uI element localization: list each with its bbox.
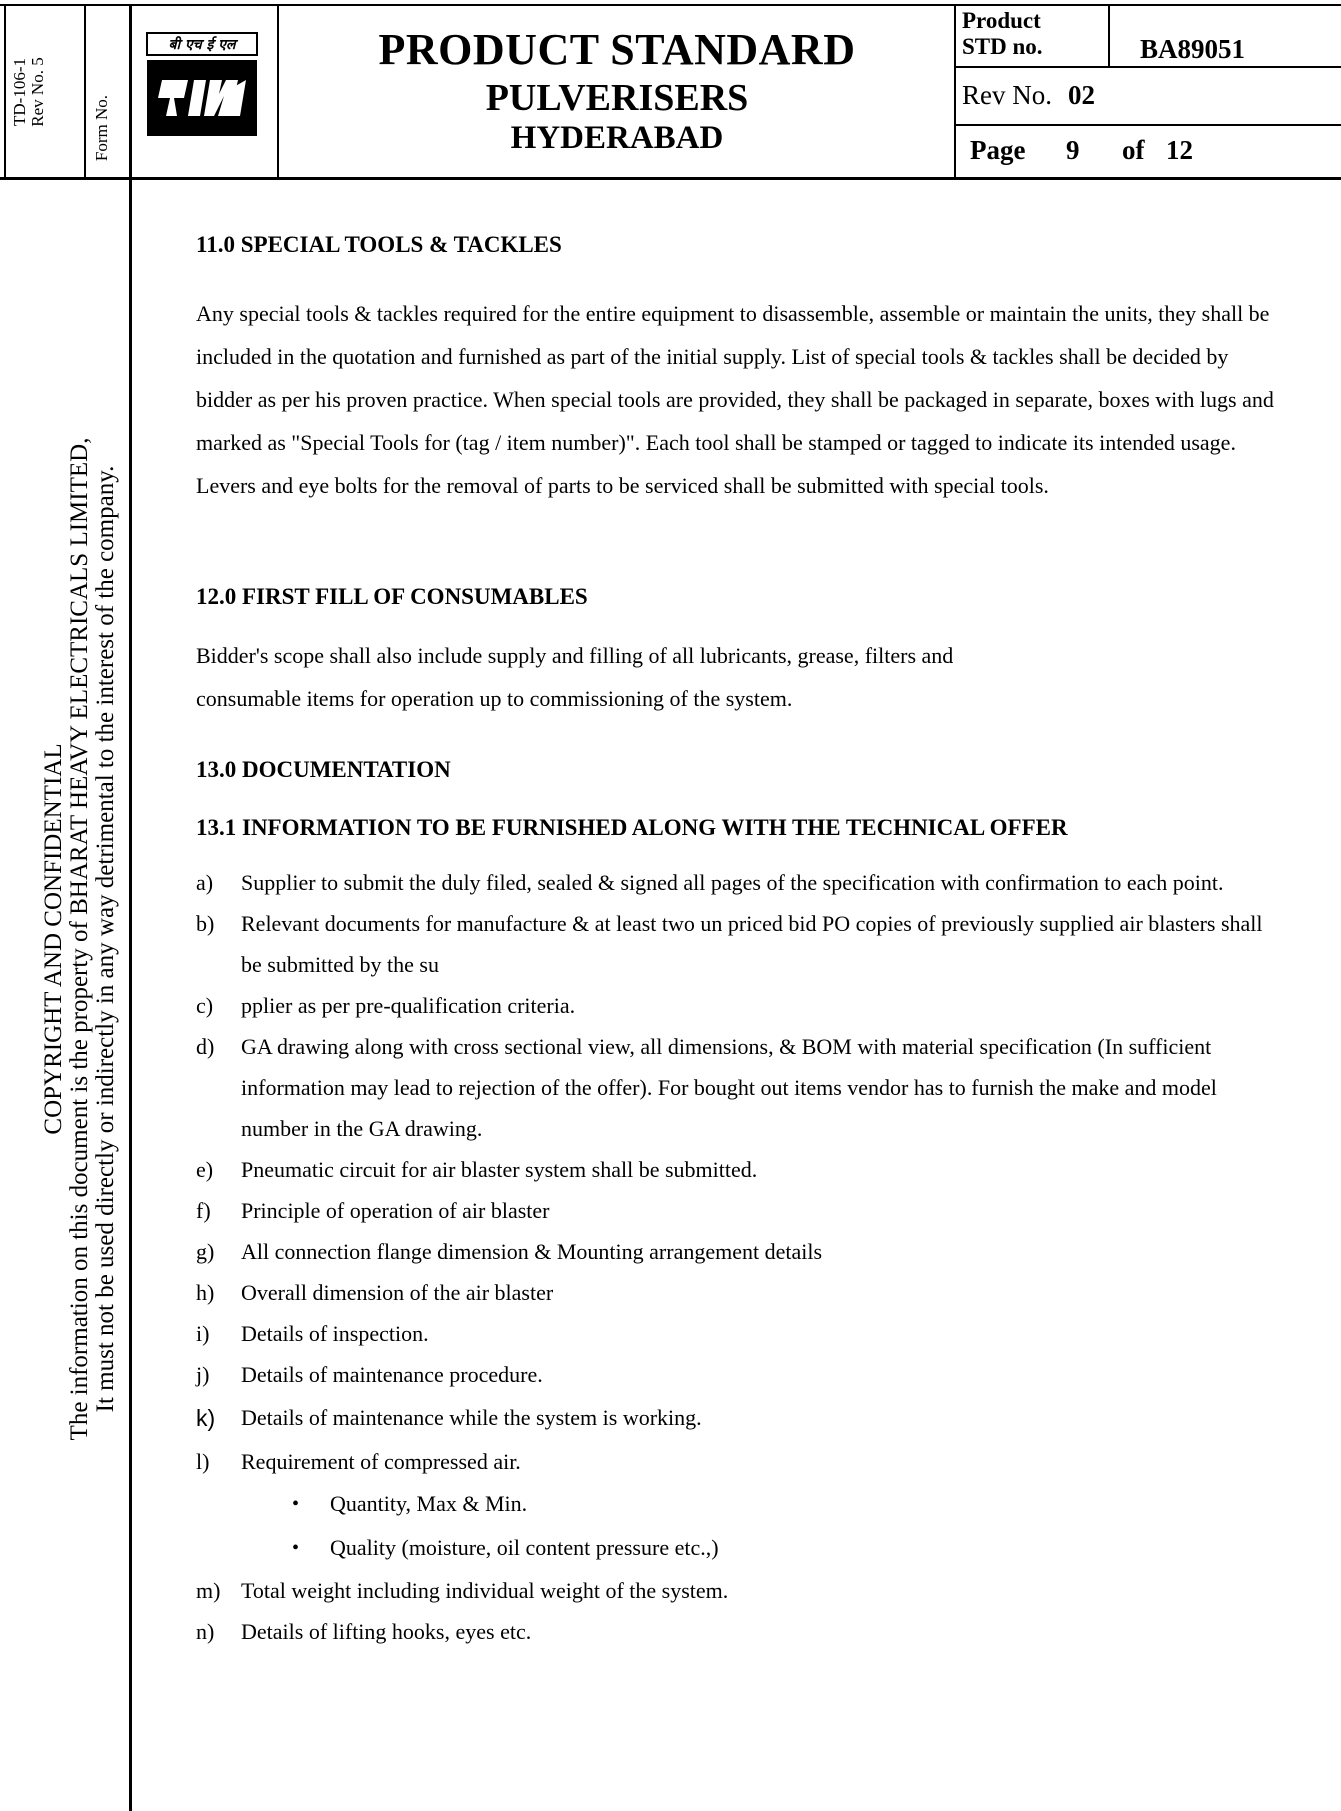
confidentiality-note	[41, 289, 119, 1589]
list-item-text: Requirement of compressed air.	[241, 1449, 521, 1474]
doc-title: PRODUCT STANDARD	[378, 25, 856, 74]
list-item-label: b)	[196, 911, 215, 936]
std-number: BA89051	[1140, 34, 1246, 64]
rev-label: Rev No.	[962, 80, 1052, 110]
std-label-line2: STD no.	[962, 34, 1043, 59]
list-item	[196, 1313, 1276, 1354]
section-12-heading: 12.0 FIRST FILL OF CONSUMABLES	[196, 584, 588, 609]
list-item-text: All connection flange dimension & Mounting arrangement details	[241, 1239, 823, 1264]
section-11-heading: 11.0 SPECIAL TOOLS & TACKLES	[196, 232, 562, 257]
sub-bullet-item	[196, 1482, 1276, 1526]
confidentiality-line2: The information on this document is the property of BHARAT HEAVY ELECTRICALS LIMITED,	[66, 437, 93, 1441]
header-bottom-border	[0, 177, 1341, 180]
list-item-text: Details of lifting hooks, eyes etc.	[241, 1619, 532, 1644]
frame-left-border	[4, 4, 6, 180]
sub-bullet-text: Quantity, Max & Min.	[330, 1491, 528, 1516]
list-item	[196, 1441, 1276, 1482]
page-label: Page	[970, 135, 1026, 165]
std-label	[962, 8, 1043, 60]
list-item-label: d)	[196, 1034, 215, 1059]
header-top-border	[0, 4, 1341, 6]
form-code	[11, 54, 49, 130]
list-item-text: Supplier to submit the duly filed, sealed & signed all pages of the specification with confirmation to each point.	[241, 870, 1224, 895]
list-item-text: Overall dimension of the air blaster	[241, 1280, 554, 1305]
header-row-divider-2	[954, 124, 1341, 126]
list-item-label: n)	[196, 1619, 215, 1644]
list-item	[196, 1149, 1276, 1190]
section-12-line1: Bidder's scope shall also include supply and filling of all lubricants, grease, filters and	[196, 643, 954, 668]
list-item-text: Details of maintenance while the system is working.	[241, 1405, 702, 1430]
list-item-text: Total weight including individual weight of the system.	[241, 1578, 729, 1603]
page-number: 9	[1066, 135, 1080, 165]
confidentiality-line3: It must not be used directly or indirectly in any way detrimental to the interest of the company.	[92, 465, 119, 1413]
list-item	[196, 1570, 1276, 1611]
requirements-list	[196, 862, 1276, 1652]
bullet-icon: •	[292, 1537, 300, 1559]
header-divider-title	[954, 4, 956, 180]
list-item-label: a)	[196, 870, 214, 895]
list-item	[196, 1395, 1276, 1441]
doc-subtitle: PULVERISERS	[485, 77, 749, 119]
list-item-text: Relevant documents for manufacture & at least two un priced bid PO copies of previously supplied air blasters shall be submitted by the su	[241, 911, 1263, 977]
list-item-text: Details of inspection.	[241, 1321, 429, 1346]
page-total: 12	[1166, 135, 1193, 165]
section-12-text	[196, 634, 1276, 720]
list-item-text: Pneumatic circuit for air blaster system shall be submitted.	[241, 1157, 758, 1182]
rev-value: 02	[1068, 80, 1095, 110]
revision	[962, 80, 1095, 111]
doc-location: HYDERABAD	[510, 120, 724, 156]
list-item-label: h)	[196, 1280, 215, 1305]
confidentiality-line1: COPYRIGHT AND CONFIDENTIAL	[40, 743, 67, 1135]
list-item	[196, 1231, 1276, 1272]
section-11-text: Any special tools & tackles required for the entire equipment to disassemble, assemble or maintain the units, they shall be included in the quotation and furnished as part of the initial supply. List of special tools & tackles shall be decided by bidder as per his proven practice. When special tools are provided, they shall be packaged in separate, boxes with lugs and marked as "Special Tools for (tag / item number)". Each tool shall be stamped or tagged to indicate its intended usage. Levers and eye bolts for the removal of parts to be serviced shall be submitted with special tools.	[196, 301, 1274, 498]
list-item-text: Details of maintenance procedure.	[241, 1362, 543, 1387]
std-label-line1: Product	[962, 8, 1041, 33]
section-13-heading: 13.0 DOCUMENTATION	[196, 757, 451, 782]
section-13-1-heading: 13.1 INFORMATION TO BE FURNISHED ALONG WITH THE TECHNICAL OFFER	[196, 815, 1068, 840]
list-item-label: i)	[196, 1321, 210, 1346]
page-of: of	[1122, 135, 1145, 165]
list-item-label: m)	[196, 1578, 221, 1603]
header-divider-1	[84, 4, 86, 180]
list-item-label: g)	[196, 1239, 215, 1264]
header-divider-std	[1108, 4, 1110, 68]
list-item	[196, 1026, 1276, 1149]
list-item-text: pplier as per pre-qualification criteria.	[241, 993, 576, 1018]
list-item-label: c)	[196, 993, 214, 1018]
list-item-text: Principle of operation of air blaster	[241, 1198, 550, 1223]
list-item-label: e)	[196, 1157, 214, 1182]
list-item	[196, 862, 1276, 903]
list-item	[196, 1611, 1276, 1652]
list-item-label: f)	[196, 1198, 211, 1223]
list-item-label: j)	[196, 1362, 210, 1387]
section-12-line2: consumable items for operation up to commissioning of the system.	[196, 686, 793, 711]
bhel-logo	[144, 30, 260, 142]
sub-bullet-text: Quality (moisture, oil content pressure etc.,)	[330, 1535, 719, 1560]
bullet-icon: •	[292, 1493, 300, 1515]
header-row-divider-1	[954, 66, 1341, 68]
logo-devanagari: बी एच ई एल	[168, 37, 236, 53]
form-code-rev: Rev No. 5	[28, 57, 47, 127]
page-left-rule	[129, 4, 132, 1811]
list-item	[196, 985, 1276, 1026]
header-divider-logo	[277, 4, 279, 180]
list-item-label: l)	[196, 1449, 210, 1474]
list-item	[196, 1272, 1276, 1313]
list-item-text: GA drawing along with cross sectional view, all dimensions, & BOM with material specification (In sufficient information may lead to rejection of the offer). For bought out items vendor has to furnish the make and model number in the GA drawing.	[241, 1034, 1217, 1141]
list-item	[196, 1190, 1276, 1231]
sub-bullet-item	[196, 1526, 1276, 1570]
list-item	[196, 1354, 1276, 1395]
page-indicator	[970, 135, 1193, 166]
list-item	[196, 903, 1276, 985]
form-no-label: Form No.	[92, 94, 111, 162]
form-code-id: TD-106-1	[10, 58, 29, 126]
list-item-label: k)	[196, 1405, 216, 1431]
